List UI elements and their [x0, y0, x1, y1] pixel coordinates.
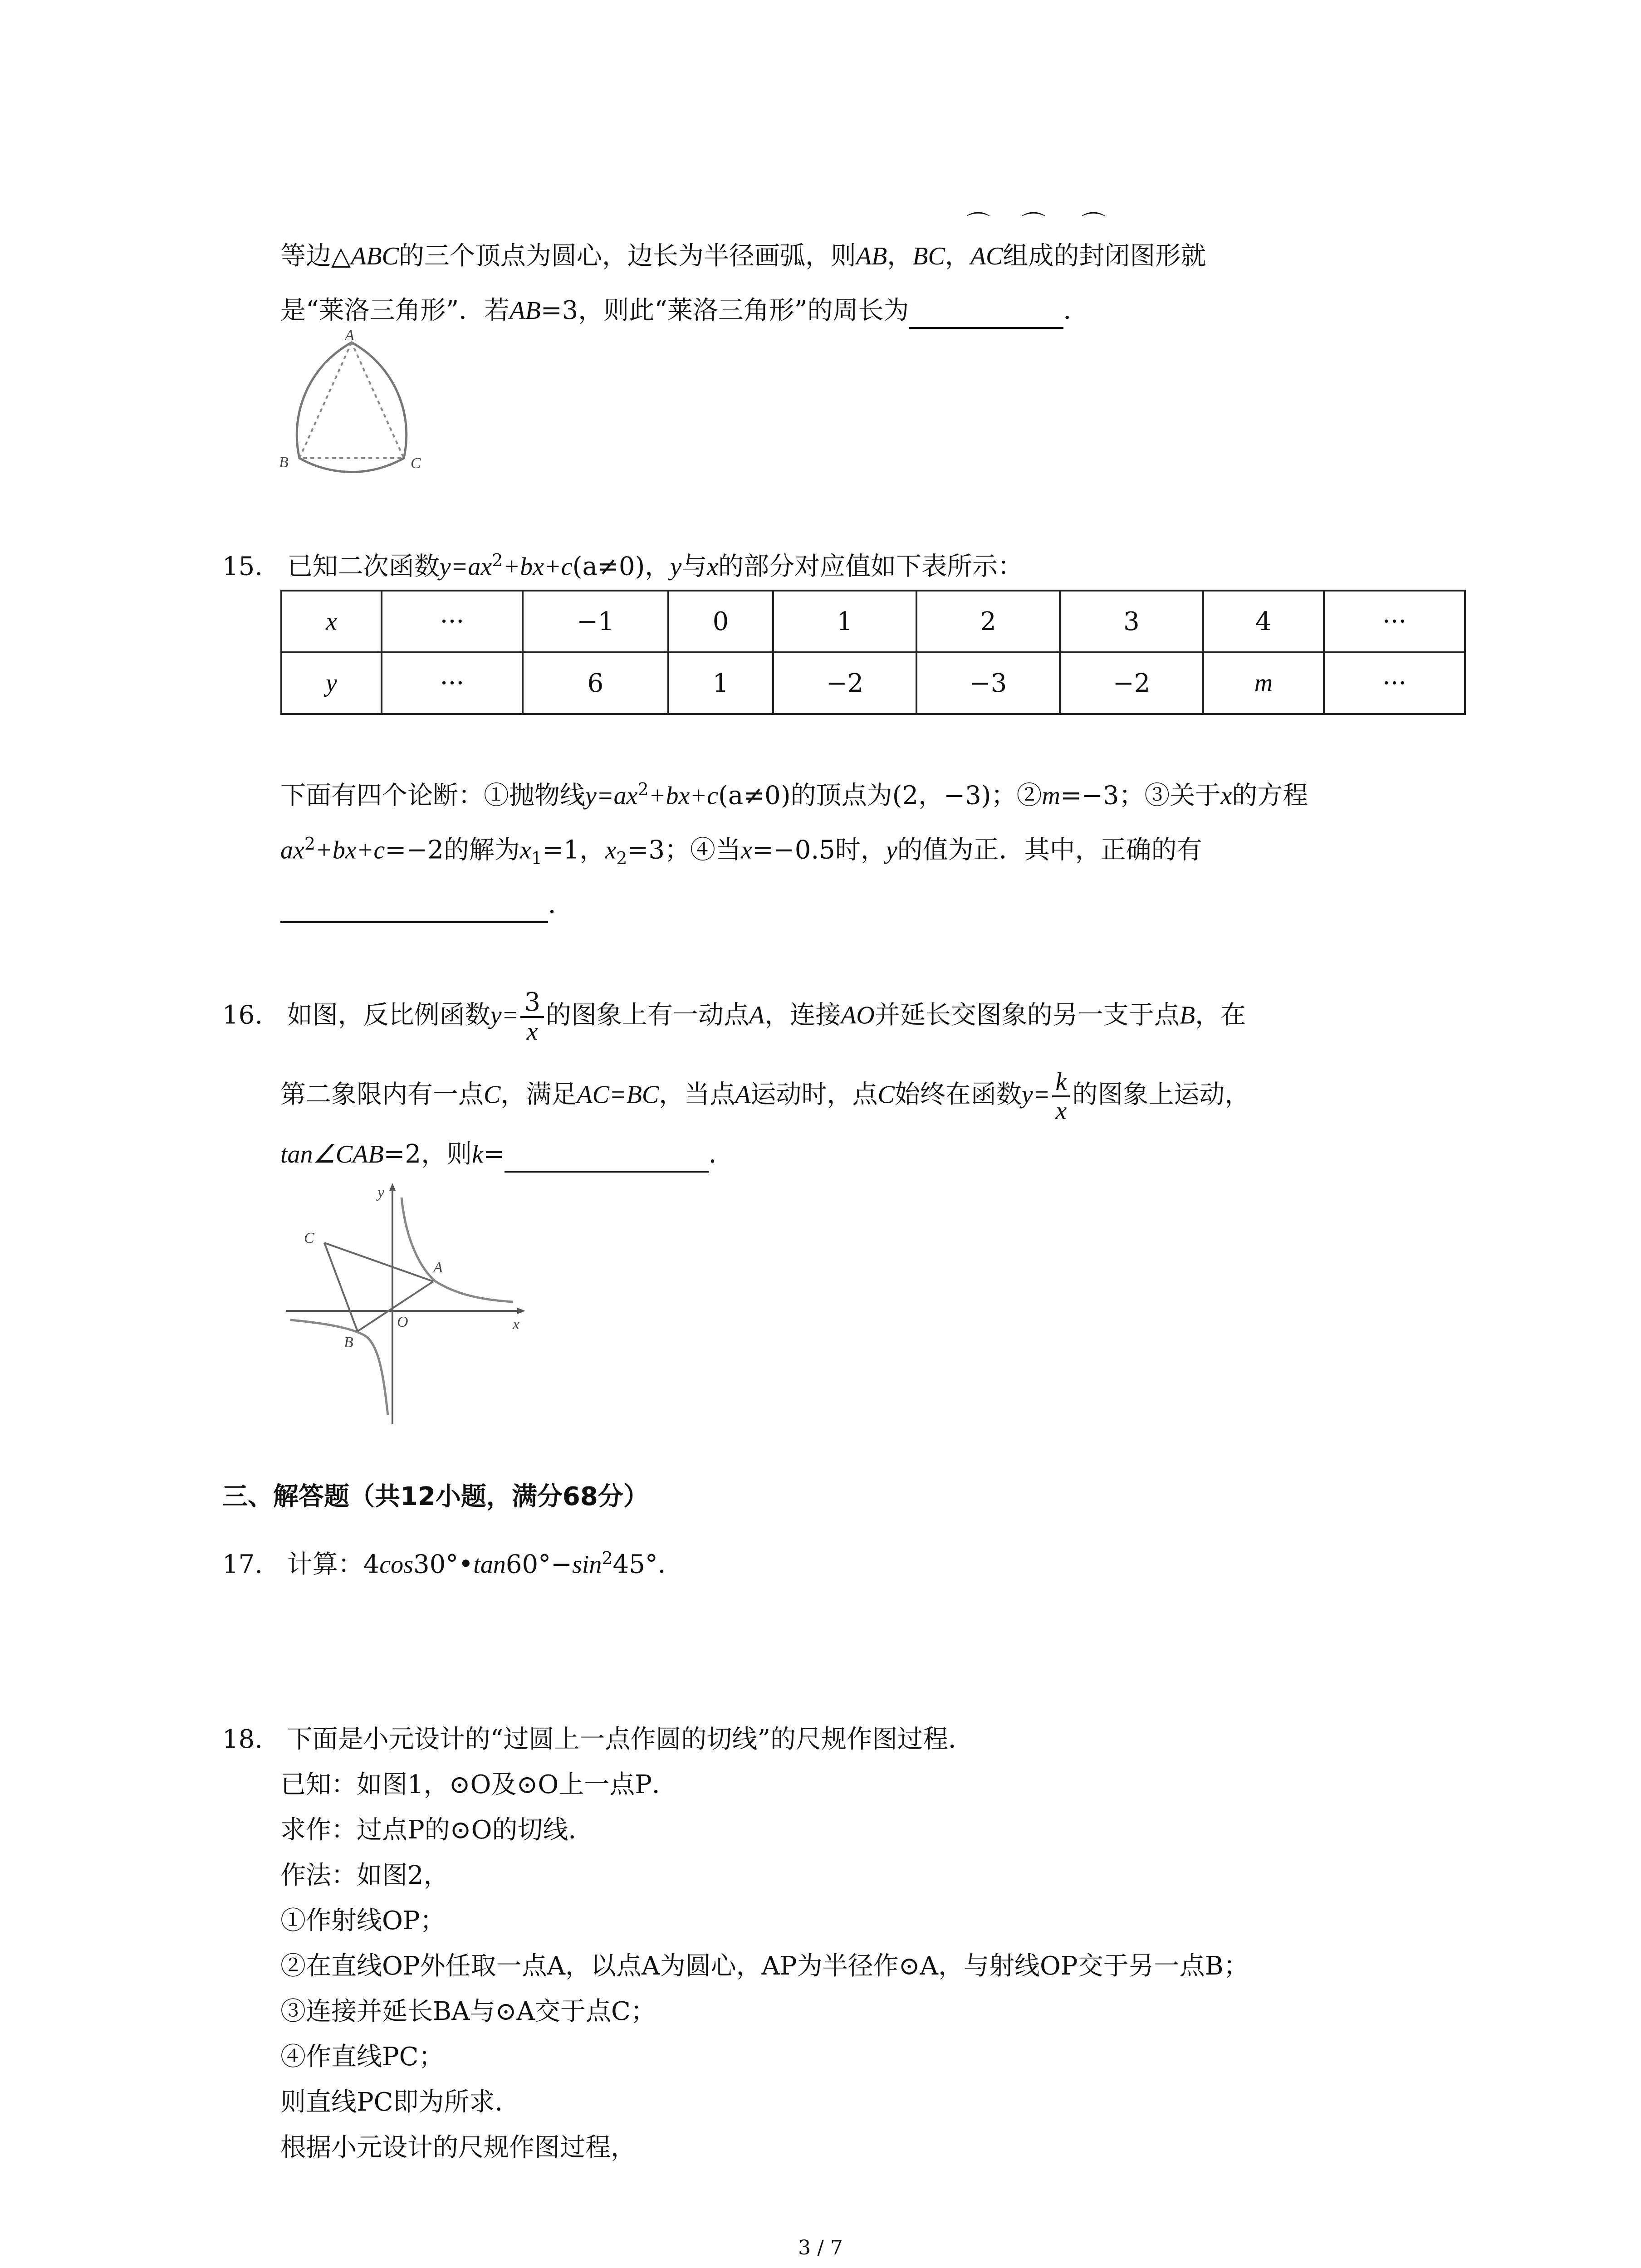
table-cell: 0	[668, 591, 773, 652]
q18-step-2: ②在直线OP外任取一点A，以点A为圆心，AP为半径作⊙A，与射线OP交于另一点B；	[280, 1951, 1249, 1981]
hyperbola-figure	[277, 1179, 540, 1433]
table-cell: ···	[1324, 591, 1465, 652]
q14-line-1: 等边△ABC的三个顶点为圆心，边长为半径画弧，则AB，BC，AC组成的封闭图形就	[280, 241, 1206, 271]
table-cell: 1	[773, 591, 916, 652]
arc-mark-ab: ⌒	[966, 211, 990, 238]
vertex-label-b: B	[279, 454, 289, 471]
table-cell: −3	[916, 652, 1060, 714]
table-cell: 2	[916, 591, 1060, 652]
reuleaux-outline	[297, 342, 407, 472]
question-number: 15.	[222, 552, 263, 582]
q14-line-2: 是“莱洛三角形”．若AB=3，则此“莱洛三角形”的周长为 ．	[280, 293, 1089, 329]
arc-marks	[966, 206, 1105, 243]
vertex-label-c: C	[411, 455, 421, 472]
hyperbola-branch-q3	[290, 1320, 388, 1415]
segment-ca	[324, 1243, 433, 1281]
q18-required: 求作：过点P的⊙O的切线．	[280, 1815, 594, 1845]
table-cell: 6	[523, 652, 668, 714]
q16-line-2: 第二象限内有一点C，满足AC=BC，当点A运动时，点C始终在函数y= $\frac{k}{x}$ 的图象上运动，	[280, 1068, 1250, 1125]
q18-line-1: 18. 下面是小元设计的“过圆上一点作圆的切线”的尺规作图过程．	[222, 1725, 974, 1754]
q18-step-3: ③连接并延长BA与⊙A交于点C；	[280, 1997, 656, 2026]
table-cell: y	[281, 652, 382, 714]
arc-mark-bc: ⌒	[1022, 211, 1046, 238]
table-row-y	[281, 652, 1465, 714]
q18-step-4: ④作直线PC；	[280, 2042, 444, 2072]
table-cell: −2	[1060, 652, 1203, 714]
axis-label-y: y	[377, 1184, 385, 1201]
table-cell: ···	[1324, 652, 1465, 714]
table-cell: 4	[1203, 591, 1324, 652]
table-cell: x	[281, 591, 382, 652]
table-cell: 1	[668, 652, 773, 714]
vertex-label-a: A	[345, 327, 354, 344]
page-number: 3 / 7	[798, 2236, 843, 2259]
q18-followup: 根据小元设计的尺规作图过程，	[280, 2133, 636, 2162]
segment-ab	[358, 1281, 433, 1331]
x-axis-arrow	[517, 1308, 525, 1314]
table-cell: ···	[382, 652, 523, 714]
table-cell: −1	[523, 591, 668, 652]
q17: 17. 计算：$4\cos 30^\circ•\tan 60^\circ-\sin^245^\circ$．	[222, 1548, 683, 1579]
value-table	[280, 590, 1466, 715]
axis-label-x: x	[513, 1316, 520, 1333]
q16-line-1: 16. 如图，反比例函数y= $\frac{3}{x}$ 的图象上有一动点A，连接AO并延长交图象的另一支于点B，在	[222, 987, 1246, 1046]
origin-label: O	[397, 1314, 408, 1330]
y-axis-arrow	[389, 1183, 396, 1191]
point-label-c: C	[304, 1230, 314, 1246]
point-label-b: B	[344, 1334, 353, 1351]
table-cell: ···	[382, 591, 523, 652]
q16-line-3: tan∠CAB=2，则k= ．	[280, 1136, 734, 1173]
reuleaux-triangle-figure	[272, 327, 436, 481]
answer-blank[interactable]	[280, 893, 548, 923]
q18-conclusion: 则直线PC即为所求．	[280, 2087, 520, 2117]
inner-triangle	[299, 342, 404, 458]
q15-answer-line: ．	[280, 887, 573, 923]
q18-step-1: ①作射线OP；	[280, 1906, 446, 1936]
section-heading: 三、解答题（共12小题，满分68分）	[222, 1482, 649, 1511]
answer-blank[interactable]	[505, 1143, 709, 1173]
hyperbola-branch-q1	[402, 1198, 513, 1302]
segment-cb	[324, 1243, 358, 1331]
table-row-x	[281, 591, 1465, 652]
q18-method: 作法：如图2，	[280, 1861, 449, 1890]
answer-blank[interactable]	[909, 299, 1063, 329]
fraction-3-over-x: $\frac{3}{x}$	[520, 989, 544, 1045]
q15-intro: 15. 已知二次函数$y=ax^2+bx+c(a\ne 0)$，y与x的部分对应值如下表所示：	[222, 550, 1024, 582]
fraction-k-over-x: $\frac{k}{x}$	[1052, 1068, 1071, 1124]
point-label-a: A	[433, 1259, 443, 1276]
question-number: 18.	[222, 1725, 263, 1754]
question-number: 16.	[222, 1000, 263, 1030]
question-number: 17.	[222, 1549, 263, 1579]
q18-given: 已知：如图1，⊙O及⊙O上一点P．	[280, 1770, 677, 1799]
q15-claims-1: 下面有四个论断：①抛物线$y=ax^2+bx+c(a\ne 0)$的顶点为(2，−3)；②m=−3；③关于x的方程	[280, 779, 1308, 811]
table-cell: −2	[773, 652, 916, 714]
arc-mark-ac: ⌒	[1082, 211, 1106, 238]
table-cell: m	[1203, 652, 1324, 714]
q15-claims-2: $ax^2+bx+c=-2$的解为$x_1=1$，$x_2=3$；④当x=−0.5时，y的值为正．其中，正确的有	[280, 834, 1202, 868]
table-cell: 3	[1060, 591, 1203, 652]
